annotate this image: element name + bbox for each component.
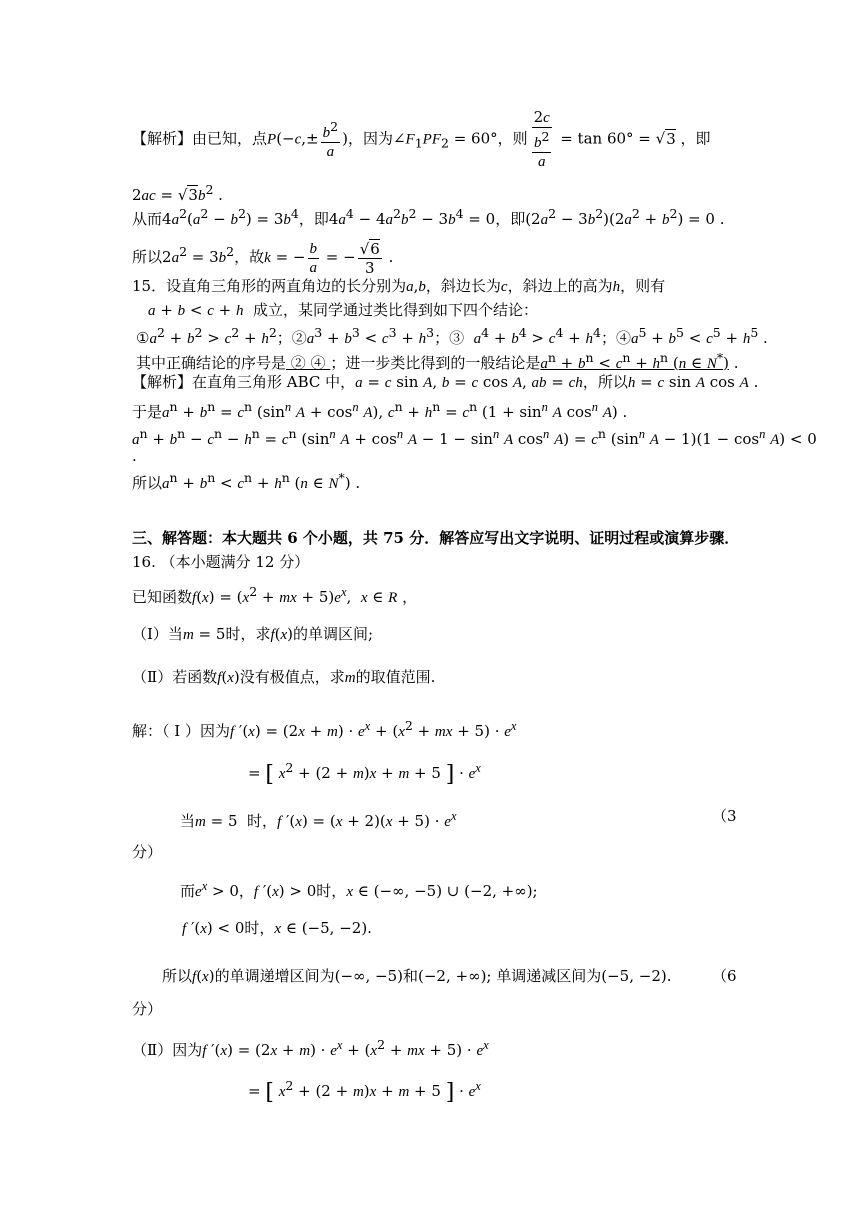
question-15-line3: $①a^2 + b^2 > c^2 + h^2$；$②a^3 + b^3 < c^3 + h^3$；③ $a^4 + b^4 > c^4 + h^4$；$④a^5 + b^5 < c^5 + h^5$ . — [136, 325, 768, 347]
solution-line1: 解：（ I ）因为f $'(x) = (2x + m) \cdot e^x + (x^2$ + mx + $5) \cdot e^x$ — [132, 718, 517, 740]
analysis-14-line1: 【解析】由已知，点P(−c,± $\frac{b^2}{a}$ )，因为$\angle F_1PF_2 = 60^\circ$，则 — [132, 119, 528, 160]
solution-line2: = [ $x^2 + (2 + m)x + m + 5$ ] · $e^x$ — [248, 760, 481, 787]
analysis-14-line3: 从而$4a^2(a^2 - b^2) = 3b^4$，即$4a^4 - 4a^2b^2 - 3b^4 = 0$，即$(2a^2 - 3b^2)(2a^2 + b^2) = 0$ . — [132, 206, 725, 228]
question-16-heading: 16. （本小题满分 12 分） — [132, 553, 310, 571]
score-3-open: （3 — [712, 807, 737, 825]
question-16-part1: （I）当m = 5时，求f(x)的单调区间; — [132, 625, 374, 643]
score-6-open: （6 — [712, 967, 737, 985]
analysis-14-line2: $2ac = √3b^2$ . — [132, 182, 223, 204]
question-16-part2: （Ⅱ）若函数f(x)没有极值点，求m的取值范围. — [132, 668, 436, 686]
answer-15-blank2: $a^n + b^n < c^n + h^n$ (n ∈ N*) — [540, 350, 729, 372]
analysis-15-dot: . — [132, 447, 137, 465]
score-6-close: 分） — [132, 1000, 163, 1018]
analysis-15-line2: 于是$a^n + b^n = c^n$ ($\sin^n$ $A + \cos^n A$), $c^n + h^n = c^n$ ($1 + \sin^n A$ $\cos^n A$) . — [132, 399, 628, 421]
solution-line3: 当m = 5 时，f $'(x) = (x + 2)(x + 5) \cdot e^x$ — [180, 809, 457, 830]
question-16-line1: 已知函数$f(x) = (x^2$ + mx + $5)e^x$, x ∈ R ， — [132, 584, 418, 606]
solution-line8: = [ $x^2 + (2 + m)x + m + 5$ ] · $e^x$ — [248, 1078, 481, 1105]
section-3-heading: 三、解答题：本大题共 6 个小题，共 75 分．解答应写出文字说明、证明过程或演算步骤． — [132, 529, 740, 547]
solution-line4: 而$e^x > 0$，f ′(x) > 0时，x ∈ (−∞, −5) ∪ (−2, +∞); — [180, 879, 538, 900]
analysis-15-line5: 所以$a^n + b^n < c^n + h^n$ (n ∈ N*) . — [132, 470, 361, 492]
solution-line5: f ′(x) < 0时，x ∈ (−5, −2). — [182, 919, 372, 937]
question-15-line1: 15．设直角三角形的两直角边的长分别为a,b，斜边长为c，斜边上的高为h，则有 — [132, 277, 666, 295]
analysis-15-line1: 【解析】在直角三角形 ABC 中，a = c sin A, b = c cos A, ab = ch，所以h = c sin A cos A . — [132, 373, 759, 391]
analysis-15-line3: $a^n + b^n - c^n - h^n = c^n$ ($\sin^n$ $A + \cos^n A - 1 - \sin^n A$ $\cos^n A) = c^n$ ($\sin^n$ $A - 1)(1 - \cos^n A) < 0$ — [132, 426, 817, 448]
analysis-14-bigfrac: $\frac{2c}{\frac{b^2}{a}}$ = tan 60° = √3 ，即 — [533, 108, 711, 170]
question-15-line4: 其中正确结论的序号是 ② ④ ；进一步类比得到的一般结论是$a^n + b^n < c^n + h^n$ (n ∈ N*) . — [136, 350, 739, 372]
question-15-line2: a + b < c + h 成立，某同学通过类比得到如下四个结论： — [148, 301, 539, 319]
score-3-close: 分） — [132, 843, 163, 861]
solution-line6: 所以f(x)的单调递增区间为(−∞, −5)和(−2, +∞); 单调递减区间为(−5, −2). — [162, 967, 672, 985]
solution-line7: （Ⅱ）因为f $'(x) = (2x + m) \cdot e^x + (x^2$ + mx + $5) \cdot e^x$ — [132, 1037, 489, 1059]
analysis-14-line4: 所以$2a^2 = 3b^2$，故k = − $\frac{b}{a}$ = − $\frac{√6}{3}$ . — [132, 239, 394, 277]
answer-15-blank1: ② ④ — [286, 354, 331, 372]
